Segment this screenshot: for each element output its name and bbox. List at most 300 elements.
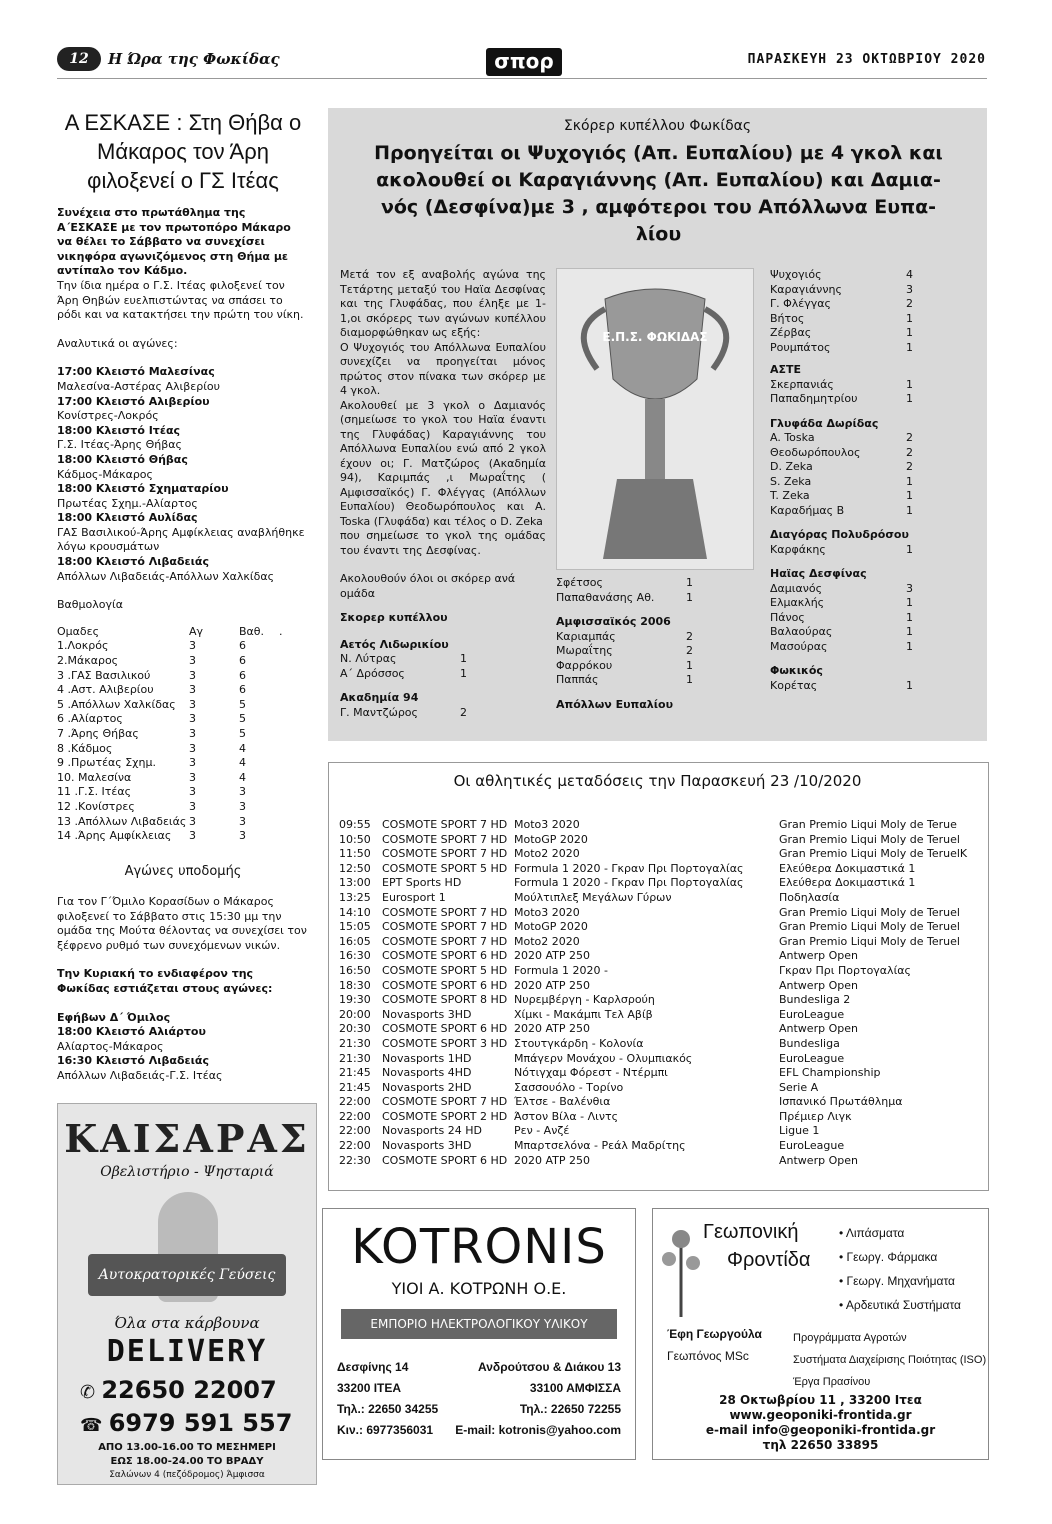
scorer-goals: 4 — [906, 268, 913, 281]
game-time: 17:00 Κλειστό Μαλεσίνας — [57, 365, 215, 379]
scorer-row — [770, 341, 913, 356]
youth-body — [57, 895, 309, 1084]
table-row — [57, 698, 297, 713]
tv-cell: COSMOTE SPORT 6 HD — [382, 1022, 508, 1036]
tv-cell: 2020 ATP 250 — [514, 949, 591, 963]
scorer-table — [770, 679, 913, 694]
table-cell: 4 .Αστ. Αλιβερίου — [57, 683, 154, 697]
mobile-icon: ☎ — [80, 1415, 109, 1436]
body-paragraph: που σημείωσε το γκολ της ομάδας του έναντι της Δεσφίνας. — [340, 529, 546, 557]
table-cell: 6 — [239, 639, 246, 653]
scorer-row — [770, 297, 913, 312]
scorer-table — [770, 431, 913, 518]
scorer-name: Σφέτσος — [556, 576, 603, 589]
scorer-goals: 1 — [906, 392, 913, 405]
scorer-team: Ηαϊας Δεσφίνας — [770, 567, 867, 580]
scorer-row — [770, 460, 913, 475]
tv-cell: COSMOTE SPORT 5 HD — [382, 963, 508, 977]
games-list — [57, 365, 309, 584]
scorer-row — [770, 378, 913, 393]
tv-table — [339, 818, 979, 1168]
scorer-team: Αετός Λιδωρικίου — [340, 637, 449, 651]
newspaper-name: Η Ώρα της Φωκίδας — [108, 50, 280, 68]
table-cell: 1.Λοκρός — [57, 639, 109, 653]
scorer-goals: 1 — [686, 673, 693, 686]
page-number: 12 — [57, 47, 101, 71]
standings-table — [57, 625, 297, 844]
scorer-name: Πάνος — [770, 610, 805, 624]
scorer-name: Παππάς — [556, 673, 599, 686]
kotronis-amfissa — [455, 1357, 621, 1441]
table-cell: 5 .Απόλλων Χαλκίδας — [57, 697, 176, 711]
scorer-name: Παπαδημητρίου — [770, 392, 858, 405]
tv-row — [339, 1154, 979, 1169]
scorer-name: D. Zeka — [770, 460, 813, 473]
tv-cell: Χίμκι - Μακάμπι Τελ Αβίβ — [514, 1007, 653, 1021]
table-cell — [279, 742, 297, 757]
tv-cell: 12:50 — [339, 861, 371, 875]
table-row — [57, 829, 297, 844]
tv-cell: Gran Premio Liqui Moly de Terue — [779, 818, 957, 831]
table-cell: 8 .Κάδμος — [57, 741, 113, 755]
addr-line: Κιν.: 6977356031 — [337, 1423, 434, 1437]
game-match: Πρωτέας Σχημ.-Αλίαρτος — [57, 496, 198, 510]
scorer-team: Αμφισσαϊκός 2006 — [556, 615, 671, 628]
table-cell: 4 — [239, 741, 246, 755]
tv-cell: EPT Sports HD — [382, 876, 462, 890]
tv-cell: MotoGP 2020 — [514, 920, 588, 934]
tv-cell: Antwerp Open — [779, 978, 858, 992]
tv-row — [339, 935, 979, 950]
scorer-row — [770, 446, 913, 461]
tv-cell: 13:00 — [339, 876, 371, 890]
scorer-table — [556, 576, 693, 605]
scorer-goals: 1 — [686, 658, 693, 672]
scorer-row — [770, 640, 913, 655]
table-row — [57, 727, 297, 742]
tv-cell: COSMOTE SPORT 8 HD — [382, 993, 508, 1007]
scorer-name: Γ. Μαντζώρος — [340, 705, 418, 719]
scorer-row — [770, 392, 913, 407]
left-article-title — [57, 108, 309, 195]
tv-row — [339, 1110, 979, 1125]
tv-cell: Serie A — [779, 1080, 819, 1094]
geo-name2: Φροντίδα — [727, 1249, 811, 1271]
geo-bullet — [839, 1293, 961, 1317]
table-cell — [279, 771, 297, 786]
kaisaras-logo: ΚΑΙΣΑΡΑΣ — [64, 1116, 310, 1161]
scorer-row — [770, 504, 913, 519]
tv-cell: 22:00 — [339, 1109, 371, 1123]
scorers-col1 — [340, 638, 546, 721]
scorer-goals: 2 — [906, 297, 913, 310]
addr-line: Τηλ.: 22650 34255 — [337, 1402, 439, 1416]
scorer-row — [770, 596, 913, 611]
tv-cell: Novasports 3HD — [382, 1007, 472, 1021]
games-label: Αναλυτικά οι αγώνες: — [57, 336, 178, 350]
bullet-icon: • — [839, 1274, 847, 1288]
scorer-team: Απόλλων Ευπαλίου — [556, 697, 674, 711]
scorer-table — [770, 582, 913, 655]
scorer-table — [556, 630, 693, 688]
tv-cell: Μπαρτσελόνα - Ρεάλ Μαδρίτης — [514, 1139, 686, 1153]
bullet-text: Λιπάσματα — [845, 1226, 905, 1240]
table-cell: 10. Μαλεσίνα — [57, 770, 132, 784]
tv-cell: Ελεύθερα Δοκιμαστικά 1 — [779, 861, 916, 875]
geo-bullet — [839, 1269, 961, 1293]
tv-cell: Novasports 24 HD — [382, 1124, 482, 1138]
table-cell: 3 — [189, 639, 196, 653]
tv-cell: 2020 ATP 250 — [514, 1153, 591, 1167]
tv-cell: Ελεύθερα Δοκιμαστικά 1 — [779, 876, 916, 890]
scorer-table — [340, 706, 467, 721]
scorers-kicker: Σκόρερ κυπέλλου Φωκίδας — [563, 118, 752, 134]
tv-cell: COSMOTE SPORT 7 HD — [382, 832, 508, 846]
scorer-row — [770, 611, 913, 626]
table-cell — [279, 829, 297, 844]
table-cell: 6 .Αλίαρτος — [57, 712, 123, 726]
tv-cell: Antwerp Open — [779, 1022, 858, 1036]
addr-line: Τηλ.: 22650 72255 — [519, 1402, 621, 1416]
tv-cell: 16:50 — [339, 963, 371, 977]
table-cell — [279, 654, 297, 669]
scorer-row — [340, 667, 467, 682]
col-header: Αγ — [189, 624, 204, 638]
scorer-goals: 1 — [686, 590, 693, 604]
table-cell: 6 — [239, 654, 246, 668]
table-cell: 14 .Άρης Αμφίκλειας — [57, 829, 172, 843]
scorer-name: Καραδήμας Β — [770, 503, 845, 517]
tv-cell: COSMOTE SPORT 7 HD — [382, 1095, 508, 1109]
scorer-name: Κορέτας — [770, 678, 818, 692]
tv-cell: COSMOTE SPORT 6 HD — [382, 1153, 508, 1167]
scorer-name: S. Zeka — [770, 474, 812, 488]
tv-cell: Μπάγερν Μονάχου - Ολυμπιακός — [514, 1051, 693, 1065]
kaisaras-phone1 — [80, 1376, 277, 1404]
table-cell: 5 — [239, 712, 246, 726]
tv-cell: Eurosport 1 — [382, 890, 446, 904]
tv-cell: 2020 ATP 250 — [514, 978, 591, 992]
scorer-goals: 1 — [906, 596, 913, 609]
table-cell: 11 .Γ.Σ. Ιτέας — [57, 785, 132, 799]
tv-cell: COSMOTE SPORT 6 HD — [382, 949, 508, 963]
addr-line: Ανδρούτσου & Διάκου 13 — [478, 1360, 621, 1374]
tv-cell: 22:30 — [339, 1153, 371, 1167]
kaisaras-hours1: ΑΠΟ 13.00-16.00 ΤΟ ΜΕΣΗΜΕΡΙ — [98, 1442, 276, 1453]
scorer-goals: 1 — [686, 576, 693, 589]
tv-cell: Antwerp Open — [779, 949, 858, 963]
geo-bullet — [839, 1221, 961, 1245]
scorer-row — [770, 543, 913, 558]
intro-text: Την ίδια ημέρα ο Γ.Σ. Ιτέας φιλοξενεί τον Άρη Θηβών ευελπιστώντας να σπάσει το ρόδι και να κατακτήσει την πρώτη του νίκη. — [57, 278, 304, 322]
cup-engraving: Ε.Π.Σ. ΦΩΚΙΔΑΣ — [602, 330, 708, 344]
tv-cell: 21:30 — [339, 1051, 371, 1065]
scorer-goals: 2 — [686, 644, 693, 657]
table-cell: 5 — [239, 697, 246, 711]
table-cell: 3 — [189, 712, 196, 726]
scorer-name: Μασούρας — [770, 639, 828, 653]
tv-row — [339, 1008, 979, 1023]
tv-cell: Νυρεμβέργη - Καρλσρούη — [514, 993, 655, 1007]
addr-line: Δεσφίνης 14 — [337, 1360, 409, 1374]
tv-row — [339, 1124, 979, 1139]
scorer-row — [556, 673, 693, 688]
tv-cell: COSMOTE SPORT 7 HD — [382, 847, 508, 861]
cup-label: Σκορερ κυπέλλου — [340, 611, 448, 624]
game-match: Απόλλων Λιβαδειάς-Γ.Σ. Ιτέας — [57, 1068, 223, 1082]
issue-date: ΠΑΡΑΣΚΕΥΗ 23 ΟΚΤΩΒΡΙΟΥ 2020 — [747, 52, 986, 67]
game-time: 18:00 Κλειστό Λιβαδειάς — [57, 555, 209, 569]
table-row — [57, 669, 297, 684]
geo-bullet — [839, 1245, 961, 1269]
kaisaras-phone2 — [80, 1409, 292, 1437]
scorer-team: Διαγόρας Πολυδρόσου — [770, 528, 909, 541]
tv-row — [339, 1066, 979, 1081]
scorer-goals: 1 — [906, 625, 913, 638]
kotronis-logo: KOTRONIS — [351, 1219, 607, 1275]
scorer-row — [770, 625, 913, 640]
table-cell: 3 — [189, 770, 196, 784]
scorer-row — [770, 431, 913, 446]
scorer-goals: 1 — [906, 340, 913, 354]
tv-row — [339, 920, 979, 935]
kaisaras-hours2: ΕΩΣ 18.00-24.00 ΤΟ ΒΡΑΔΥ — [110, 1456, 264, 1467]
scorer-goals: 2 — [906, 431, 913, 444]
title-line: Α ΕΣΚΑΣΕ : Στη Θήβα ο — [64, 110, 302, 135]
scorer-row — [556, 659, 693, 674]
title-line: φιλοξενεί ο ΓΣ Ιτέας — [87, 168, 279, 193]
tv-cell: MotoGP 2020 — [514, 832, 588, 846]
section-label: σπορ — [486, 48, 562, 76]
geo-person: Έφη Γεωργούλα — [667, 1327, 762, 1341]
scorer-name: Μωραΐτης — [556, 644, 613, 657]
tv-row — [339, 964, 979, 979]
tv-row — [339, 833, 979, 848]
scorer-row — [556, 644, 693, 659]
tv-cell: 19:30 — [339, 993, 371, 1007]
table-cell — [279, 727, 297, 742]
service-line: Έργα Πρασίνου — [793, 1376, 871, 1388]
scorer-table — [770, 543, 913, 558]
scorer-goals: 1 — [906, 639, 913, 653]
tv-row — [339, 1022, 979, 1037]
scorer-name: Ελμακλής — [770, 596, 825, 609]
tv-cell: Ligue 1 — [779, 1124, 820, 1138]
scorer-goals: 1 — [906, 489, 913, 502]
cup-photo — [556, 268, 754, 570]
scorer-row — [770, 312, 913, 327]
tv-cell: 22:00 — [339, 1124, 371, 1138]
tv-row — [339, 847, 979, 862]
tv-cell: Gran Premio Liqui Moly de Teruel — [779, 832, 960, 846]
ad-kaisaras — [57, 1103, 317, 1485]
geo-email: e-mail info@geoponiki-frontida.gr — [705, 1423, 936, 1437]
table-cell — [279, 712, 297, 727]
left-article-body — [57, 206, 309, 844]
table-cell: 3 — [189, 785, 196, 799]
tv-cell: Formula 1 2020 - — [514, 963, 608, 977]
table-row — [57, 742, 297, 757]
scorer-name: Γ. Φλέγγας — [770, 297, 831, 310]
tv-cell: Σασσουόλο - Τορίνο — [514, 1080, 624, 1094]
tv-cell: COSMOTE SPORT 7 HD — [382, 905, 508, 919]
geo-role: Γεωπόνος MSc — [667, 1349, 749, 1363]
geo-phone: τηλ 22650 33895 — [762, 1438, 879, 1452]
scorer-name: Δαμιανός — [770, 581, 823, 595]
tv-row — [339, 949, 979, 964]
scorer-name: Θεοδωρόπουλος — [770, 445, 861, 459]
table-cell: 13 .Απόλλων Λιβαδειάς — [57, 814, 187, 828]
scorer-team: ΑΣΤΕ — [770, 363, 802, 376]
table-cell — [279, 815, 297, 830]
scorer-table — [340, 652, 467, 681]
body-paragraph: Ο Ψυχογιός του Απόλλωνα Ευπαλίου συνεχίζει να προηγείται μόνος πρώτος στον πίνακα των σκόρερ με 4 γκολ. — [340, 340, 546, 397]
table-row — [57, 654, 297, 669]
tv-cell: COSMOTE SPORT 5 HD — [382, 861, 508, 875]
scorer-name: Βήτος — [770, 311, 805, 325]
tv-cell: COSMOTE SPORT 7 HD — [382, 818, 508, 831]
table-cell: 6 — [239, 683, 246, 697]
tv-cell: 14:10 — [339, 905, 371, 919]
tv-cell: Ρεν - Ανζέ — [514, 1124, 570, 1138]
tv-cell: Novasports 4HD — [382, 1066, 472, 1080]
scorer-goals: 3 — [906, 282, 913, 296]
addr-line: E-mail: kotronis@yahoo.com — [455, 1423, 621, 1437]
tv-cell: 09:55 — [339, 818, 371, 831]
table-cell: 3 — [189, 799, 196, 813]
table-cell — [279, 639, 297, 654]
header-rule — [57, 78, 987, 79]
table-cell: 3 — [189, 654, 196, 668]
tv-cell: Formula 1 2020 - Γκραν Πρι Πορτογαλίας — [514, 861, 744, 875]
follow-text: Ακολουθούν όλοι οι σκόρερ ανά ομάδα — [340, 572, 516, 600]
table-cell: 3 — [189, 741, 196, 755]
tv-cell: Novasports 3HD — [382, 1139, 472, 1153]
tv-cell: 11:50 — [339, 847, 371, 861]
scorer-goals: 1 — [906, 326, 913, 339]
col-header: Ομαδες — [57, 624, 100, 638]
tv-cell: Novasports 2HD — [382, 1080, 472, 1094]
scorer-row — [770, 326, 913, 341]
tv-cell: Bundesliga 2 — [779, 993, 851, 1007]
scorer-goals: 1 — [906, 474, 913, 488]
youth-text: Για τον Γ΄Όμιλο Κορασίδων ο Μάκαρος φιλοξενεί το Σάββατο στις 15:30 μμ την ομάδα της Μούτα θέλοντας να συνεχίσει τον ξέφρενο ρυθμό των συνεχόμενων νικών. — [57, 895, 307, 952]
scorer-name: T. Zeka — [770, 489, 810, 502]
scorer-goals: 1 — [906, 610, 913, 624]
intro-bold: Συνέχεια στο πρωτάθλημα της Α΄ΕΣΚΑΣΕ με τον πρωτοπόρο Μάκαρο να θέλει το Σάββατο να συνεχίσει νικηφόρα αγωνιζόμενος στη Θήμα με αντίπαλο τον Κάδμο. — [57, 206, 291, 278]
scorer-row — [340, 706, 467, 721]
phone-icon: ✆ — [80, 1382, 102, 1403]
table-cell: 3 — [189, 814, 196, 828]
kotronis-itea — [337, 1357, 438, 1441]
plant-icon — [661, 1217, 701, 1317]
table-row — [57, 815, 297, 830]
game-time: 18:00 Κλειστό Αλιάρτου — [57, 1025, 206, 1039]
tv-cell: COSMOTE SPORT 7 HD — [382, 934, 508, 948]
scorer-goals: 3 — [906, 581, 913, 595]
scorer-goals: 1 — [906, 678, 913, 692]
game-time: 18:00 Κλειστό Αυλίδας — [57, 511, 198, 525]
tv-cell: Gran Premio Liqui Moly de TeruelK — [779, 847, 968, 861]
table-cell: 3 .ΓΑΣ Βασιλικού — [57, 668, 151, 682]
game-time: 17:00 Κλειστό Αλιβερίου — [57, 394, 210, 408]
tv-cell: 21:45 — [339, 1080, 371, 1094]
bullet-icon: • — [839, 1226, 846, 1240]
geo-web: www.geoponiki-frontida.gr — [729, 1408, 912, 1422]
tv-row — [339, 818, 979, 833]
tv-cell: COSMOTE SPORT 2 HD — [382, 1109, 508, 1123]
kotronis-banner: ΕΜΠΟΡΙΟ ΗΛΕΚΤΡΟΛΟΓΙΚΟΥ ΥΛΙΚΟΥ — [341, 1309, 617, 1339]
tv-cell: COSMOTE SPORT 6 HD — [382, 978, 508, 992]
game-match: Κάδμος-Μάκαρος — [57, 467, 153, 481]
tv-cell: 16:30 — [339, 949, 371, 963]
game-match: Μαλεσίνα-Αστέρας Αλιβερίου — [57, 379, 221, 393]
scorer-name: Ρουμπάτος — [770, 340, 831, 354]
scorer-name: Καριαμπάς — [556, 629, 616, 643]
tv-cell: Ποδηλασία — [779, 890, 840, 904]
table-cell: 3 — [189, 683, 196, 697]
col-header: Βαθ. — [239, 624, 265, 638]
tv-cell: EuroLeague — [779, 1051, 845, 1065]
scorer-row — [556, 576, 693, 591]
table-row — [57, 785, 297, 800]
table-cell: 7 .Άρης Θήβας — [57, 727, 139, 740]
tv-cell: Νότιγχαμ Φόρεστ - Ντέρμπι — [514, 1066, 668, 1080]
tv-row — [339, 1139, 979, 1154]
tv-row — [339, 1052, 979, 1067]
col-header: . — [279, 624, 283, 638]
geo-bullets — [839, 1221, 961, 1317]
tv-cell: 15:05 — [339, 920, 371, 934]
tv-row — [339, 862, 979, 877]
tv-cell: Πρέμιερ Λιγκ — [779, 1109, 852, 1123]
tv-cell: 16:05 — [339, 934, 371, 948]
game-match: Απόλλων Λιβαδειάς-Απόλλων Χαλκίδας — [57, 569, 275, 583]
tv-row — [339, 1081, 979, 1096]
scorer-name: Ζέρβας — [770, 326, 812, 339]
kaisaras-ribbon: Αυτοκρατορικές Γεύσεις — [88, 1254, 286, 1296]
scorer-goals: 1 — [906, 503, 913, 517]
tv-cell: 10:50 — [339, 832, 371, 846]
scorer-goals: 1 — [906, 542, 913, 556]
headline-line: ακολουθεί οι Καραγιάννης (Απ. Ευπαλίου) και Δαμια- — [376, 169, 941, 191]
table-cell — [279, 683, 297, 698]
game-match: Γ.Σ. Ιτέας-Άρης Θήβας — [57, 438, 182, 452]
tv-cell: 18:30 — [339, 978, 371, 992]
scorer-goals: 1 — [460, 666, 467, 680]
scorer-name: Ν. Λύτρας — [340, 652, 397, 665]
tv-cell: EuroLeague — [779, 1007, 845, 1021]
tv-cell: Έλτσε - Βαλένθια — [514, 1095, 611, 1109]
title-line: Μάκαρος τον Άρη — [97, 139, 269, 164]
scorer-name: Καρφάκης — [770, 542, 826, 556]
table-cell: 12 .Κονίστρες — [57, 799, 135, 813]
trophy-illustration — [557, 269, 753, 569]
scorer-name: Ψυχογιός — [770, 268, 822, 281]
table-cell: 3 — [239, 829, 246, 843]
table-row — [57, 756, 297, 771]
tv-cell: 2020 ATP 250 — [514, 1022, 591, 1036]
ad-kotronis — [322, 1208, 636, 1460]
table-cell: 3 — [189, 727, 196, 740]
tv-row — [339, 1095, 979, 1110]
scorer-team: Φωκικός — [770, 664, 823, 677]
geo-contact — [653, 1393, 988, 1453]
tv-cell: Άστον Βίλα - Λιντς — [514, 1109, 619, 1123]
tv-cell: COSMOTE SPORT 7 HD — [382, 920, 508, 934]
kaisaras-address: Σαλώνων 4 (πεζόδρομος) Άμφισσα — [109, 1470, 265, 1480]
bullet-icon: • — [839, 1250, 847, 1264]
